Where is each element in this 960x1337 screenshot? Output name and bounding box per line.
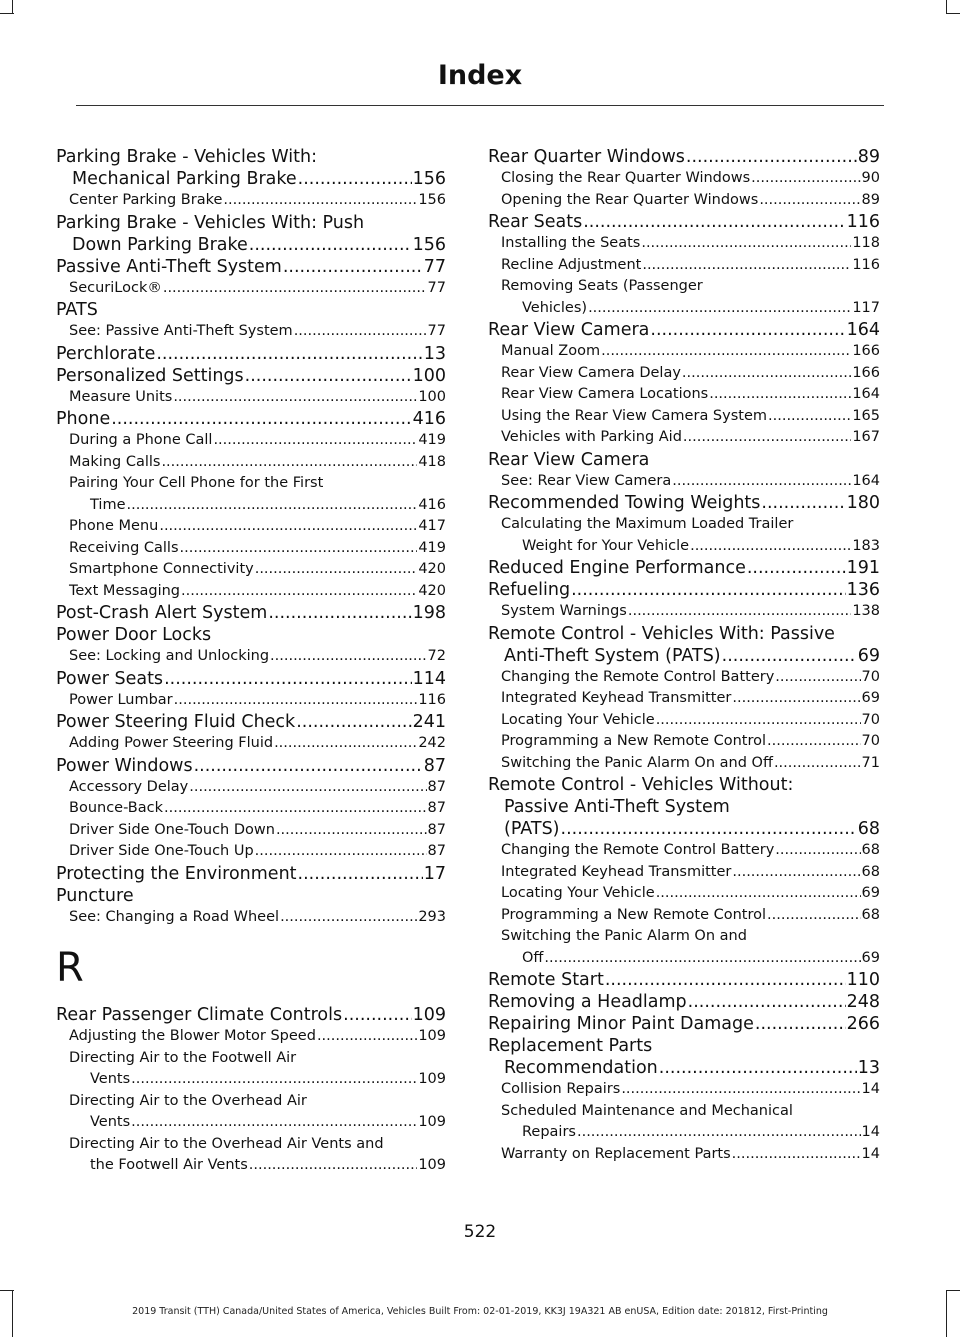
index-entry[interactable]: Remote Control - Vehicles Without: Passive Anti-Theft System (PATS) ..... 68 xyxy=(488,774,880,840)
page-ref: 77 xyxy=(427,323,446,339)
index-subentry[interactable]: Integrated Keyhead Transmitter ..... 68 xyxy=(488,862,880,884)
index-subentry[interactable]: Integrated Keyhead Transmitter ..... 69 xyxy=(488,688,880,710)
index-subentry[interactable]: Programming a New Remote Control ..... 68 xyxy=(488,905,880,927)
entry-link[interactable]: Mechanical Parking Brake ..... 156 xyxy=(56,168,446,190)
entry-title: PATS xyxy=(56,300,98,320)
page-ref: 156 xyxy=(412,169,446,189)
index-entry[interactable] xyxy=(488,557,880,579)
page-ref: 77 xyxy=(423,256,446,277)
page-ref: 180 xyxy=(846,493,880,513)
entry-title: Passive Anti-Theft System xyxy=(56,256,282,277)
page-ref: 71 xyxy=(861,754,880,771)
index-subentry[interactable]: Driver Side One-Touch Down ..... 87 xyxy=(56,820,446,842)
page-ref: 110 xyxy=(846,970,880,990)
leader-dots xyxy=(298,168,412,190)
entry-title: Refueling xyxy=(488,580,571,600)
index-subentry[interactable]: Locating Your Vehicle ..... 70 xyxy=(488,710,880,732)
page-ref: 416 xyxy=(412,409,446,429)
page-ref: 418 xyxy=(418,453,446,470)
index-subentry[interactable]: See: Locking and Unlocking ..... 72 xyxy=(56,646,446,668)
index-subentry[interactable]: Changing the Remote Control Battery ..... 70 xyxy=(488,667,880,689)
index-subentry[interactable]: Pairing Your Cell Phone for the First Time ..... 416 xyxy=(56,473,446,516)
index-subentry[interactable]: During a Phone Call ..... 419 xyxy=(56,430,446,452)
index-subentry[interactable]: Directing Air to the Overhead Air Vents ..... 109 xyxy=(56,1091,446,1134)
page-ref: 90 xyxy=(861,170,880,186)
index-subentry[interactable]: Measure Units ..... 100 xyxy=(56,387,446,409)
index-column-left xyxy=(56,146,446,1177)
page-ref: 70 xyxy=(861,711,880,728)
page-ref: 69 xyxy=(861,949,880,966)
entry-link[interactable]: Down Parking Brake ..... 156 xyxy=(56,234,446,256)
index-entry xyxy=(56,212,446,256)
entry-title: Parking Brake - Vehicles With: xyxy=(56,147,317,167)
crop-mark xyxy=(0,1290,14,1291)
index-subentry[interactable]: Text Messaging ..... 420 xyxy=(56,581,446,603)
page-ref: 293 xyxy=(418,908,446,925)
page-ref: 68 xyxy=(861,906,880,923)
index-entry[interactable] xyxy=(488,969,880,991)
page-ref: 167 xyxy=(852,429,880,445)
index-entry[interactable] xyxy=(56,1004,446,1026)
page-ref: 14 xyxy=(861,1081,880,1097)
entry-title: Repairing Minor Paint Damage xyxy=(488,1014,754,1034)
page-ref: 69 xyxy=(861,885,880,901)
page-ref: 116 xyxy=(852,256,880,273)
page-ref: 14 xyxy=(861,1124,880,1140)
index-subentry[interactable]: Rear View Camera Locations ..... 164 xyxy=(488,384,880,406)
page-ref: 165 xyxy=(852,407,880,424)
index-entry[interactable] xyxy=(488,211,880,233)
page-ref: 109 xyxy=(418,1157,446,1173)
index-subentry[interactable]: Scheduled Maintenance and Mechanical Repairs ..... 14 xyxy=(488,1101,880,1144)
index-subentry[interactable]: Adjusting the Blower Motor Speed ..... 109 xyxy=(56,1026,446,1048)
entry-title: Protecting the Environment xyxy=(56,863,297,884)
index-entry xyxy=(56,299,446,321)
page-ref: 13 xyxy=(423,343,446,364)
entry-title: Reduced Engine Performance xyxy=(488,558,746,578)
page-ref: 68 xyxy=(861,842,880,858)
entry-title: Personalized Settings xyxy=(56,365,244,386)
crop-mark xyxy=(946,0,947,14)
index-subentry[interactable]: Programming a New Remote Control ..... 70 xyxy=(488,731,880,753)
entry-title: Rear View Camera xyxy=(488,320,650,340)
page-ref: 241 xyxy=(412,712,446,732)
page-ref: 183 xyxy=(852,537,880,554)
page-ref: 156 xyxy=(418,192,446,208)
entry-title: Rear Quarter Windows xyxy=(488,147,685,167)
page-ref: 70 xyxy=(861,668,880,685)
page-ref: 100 xyxy=(418,388,446,405)
index-subentry[interactable]: Adding Power Steering Fluid ..... 242 xyxy=(56,733,446,755)
page-ref: 266 xyxy=(846,1014,880,1034)
footer-text: 2019 Transit (TTH) Canada/United States of America, Vehicles Built From: 02-01-2019, KK3J 19A321 AB enUSA, Edition date: 201812, First-Printing xyxy=(132,1306,828,1317)
page-ref: 242 xyxy=(418,735,446,751)
index-entry[interactable] xyxy=(488,579,880,601)
index-entry[interactable] xyxy=(488,1013,880,1035)
page-ref: 164 xyxy=(846,320,880,340)
entry-title: Remote Control - Vehicles Without: xyxy=(488,775,794,795)
index-subentry[interactable]: Switching the Panic Alarm On and Off ..... 71 xyxy=(488,753,880,775)
index-entry[interactable] xyxy=(488,146,880,168)
index-entry[interactable] xyxy=(56,711,446,733)
page-ref: 116 xyxy=(846,212,880,232)
page-ref: 69 xyxy=(857,645,880,666)
index-subentry[interactable]: Using the Rear View Camera System ..... 165 xyxy=(488,406,880,428)
index-subentry[interactable]: Manual Zoom ..... 166 xyxy=(488,341,880,363)
page-ref: 68 xyxy=(861,863,880,880)
page-ref: 248 xyxy=(846,992,880,1012)
entry-title: Removing a Headlamp xyxy=(488,992,687,1012)
page-ref: 116 xyxy=(418,691,446,708)
index-subentry[interactable]: Vehicles with Parking Aid ..... 167 xyxy=(488,427,880,449)
page-ref: 14 xyxy=(861,1145,880,1162)
entry-title: Power Door Locks xyxy=(56,625,212,645)
page-ref: 89 xyxy=(861,191,880,208)
index-entry[interactable] xyxy=(56,668,446,690)
index-subentry[interactable]: Closing the Rear Quarter Windows ..... 90 xyxy=(488,168,880,190)
page-ref: 89 xyxy=(857,147,880,167)
index-subentry[interactable]: Switching the Panic Alarm On and Off ..... 69 xyxy=(488,926,880,969)
index-subentry[interactable]: Directing Air to the Overhead Air Vents and the Footwell Air Vents ..... 109 xyxy=(56,1134,446,1177)
index-subentry[interactable]: Removing Seats (Passenger Vehicles) ..... 117 xyxy=(488,276,880,319)
page-ref: 191 xyxy=(846,558,880,578)
page-ref: 87 xyxy=(427,800,446,816)
page-number: 522 xyxy=(463,1222,497,1242)
page-ref: 17 xyxy=(423,863,446,884)
index-subentry[interactable]: See: Changing a Road Wheel ..... 293 xyxy=(56,907,446,929)
page-ref: 136 xyxy=(846,580,880,600)
page-ref: 420 xyxy=(418,582,446,599)
index-subentry[interactable]: Smartphone Connectivity ..... 420 xyxy=(56,559,446,581)
entry-title: Perchlorate xyxy=(56,343,156,364)
page-ref: 68 xyxy=(857,819,880,839)
page-ref: 13 xyxy=(857,1058,880,1078)
index-column-right xyxy=(488,146,880,1165)
page-title: Index xyxy=(437,60,523,91)
index-entry[interactable]: Remote Control - Vehicles With: Passive Anti-Theft System (PATS) ..... 69 xyxy=(488,623,880,667)
index-subentry[interactable]: Bounce-Back ..... 87 xyxy=(56,798,446,820)
entry-title: Power Seats xyxy=(56,668,164,689)
index-subentry[interactable]: SecuriLock® ..... 77 xyxy=(56,278,446,300)
page-ref: 166 xyxy=(852,343,880,359)
index-entry[interactable] xyxy=(56,256,446,278)
index-subentry[interactable]: Making Calls ..... 418 xyxy=(56,452,446,474)
index-entry xyxy=(56,885,446,907)
index-entry[interactable] xyxy=(56,602,446,624)
page-ref: 138 xyxy=(852,603,880,619)
entry-title: Power Windows xyxy=(56,755,193,776)
index-entry[interactable] xyxy=(488,991,880,1013)
index-subentry[interactable]: System Warnings ..... 138 xyxy=(488,601,880,623)
index-subentry[interactable]: Locating Your Vehicle ..... 69 xyxy=(488,883,880,905)
entry-title: Phone xyxy=(56,409,111,429)
page-ref: 87 xyxy=(427,821,446,838)
page-ref: 72 xyxy=(427,648,446,664)
page-ref: 70 xyxy=(861,733,880,749)
index-subentry[interactable]: Collision Repairs ..... 14 xyxy=(488,1079,880,1101)
index-entry[interactable] xyxy=(488,319,880,341)
entry-title: Power Steering Fluid Check xyxy=(56,712,296,732)
page-ref: 87 xyxy=(427,778,446,795)
page-ref: 100 xyxy=(412,365,446,386)
index-entry xyxy=(56,624,446,646)
index-subentry[interactable]: Driver Side One-Touch Up ..... 87 xyxy=(56,841,446,863)
entry-title: Remote Start xyxy=(488,970,604,990)
index-subentry[interactable]: Installing the Seats ..... 118 xyxy=(488,233,880,255)
page-ref: 416 xyxy=(418,496,446,513)
index-subentry[interactable]: Accessory Delay ..... 87 xyxy=(56,777,446,799)
index-entry xyxy=(56,146,446,190)
entry-title: Rear View Camera xyxy=(488,449,650,470)
entry-title: Recommended Towing Weights xyxy=(488,493,761,513)
index-subentry[interactable]: Phone Menu ..... 417 xyxy=(56,516,446,538)
page-ref: 166 xyxy=(852,364,880,381)
page-ref: 164 xyxy=(852,386,880,402)
entry-title: Rear Passenger Climate Controls xyxy=(56,1005,343,1025)
page-ref: 77 xyxy=(427,279,446,296)
index-subentry[interactable]: Recline Adjustment ..... 116 xyxy=(488,255,880,277)
index-subentry[interactable]: Rear View Camera Delay ..... 166 xyxy=(488,363,880,385)
page-ref: 419 xyxy=(418,539,446,556)
page-ref: 109 xyxy=(418,1071,446,1087)
page-ref: 419 xyxy=(418,432,446,448)
entry-title: Post-Crash Alert System xyxy=(56,603,268,623)
index-entry[interactable] xyxy=(56,365,446,387)
section-letter: R xyxy=(56,945,84,991)
index-subentry[interactable]: See: Passive Anti-Theft System ..... 77 xyxy=(56,321,446,343)
index-entry[interactable] xyxy=(56,755,446,777)
entry-title: Parking Brake - Vehicles With: Push xyxy=(56,212,365,233)
entry-title: Remote Control - Vehicles With: Passive xyxy=(488,623,835,644)
page-ref: 198 xyxy=(412,603,446,623)
page-ref: 117 xyxy=(852,299,880,316)
page-ref: 87 xyxy=(427,843,446,859)
page-ref: 109 xyxy=(412,1005,446,1025)
header-divider xyxy=(76,105,884,106)
index-subentry[interactable]: Warranty on Replacement Parts ..... 14 xyxy=(488,1144,880,1166)
index-subentry[interactable]: Changing the Remote Control Battery ..... 68 xyxy=(488,840,880,862)
page-ref: 164 xyxy=(852,472,880,489)
entry-title: Puncture xyxy=(56,885,134,906)
index-entry[interactable] xyxy=(56,343,446,365)
index-subentry[interactable]: Directing Air to the Footwell Air Vents ..... 109 xyxy=(56,1048,446,1091)
page-ref: 420 xyxy=(418,561,446,577)
index-entry[interactable] xyxy=(56,863,446,885)
index-subentry[interactable]: Center Parking Brake ..... 156 xyxy=(56,190,446,212)
index-entry[interactable]: Replacement Parts Recommendation ..... 13 xyxy=(488,1035,880,1079)
index-subentry[interactable]: Receiving Calls ..... 419 xyxy=(56,538,446,560)
page-ref: 109 xyxy=(418,1028,446,1044)
index-entry[interactable] xyxy=(488,492,880,514)
page-ref: 109 xyxy=(418,1114,446,1130)
index-entry xyxy=(488,449,880,471)
crop-mark xyxy=(946,13,960,14)
crop-mark xyxy=(946,1290,960,1291)
page-ref: 156 xyxy=(412,234,446,255)
entry-title: Replacement Parts xyxy=(488,1036,653,1056)
crop-mark xyxy=(0,13,14,14)
page-ref: 69 xyxy=(861,690,880,706)
index-subentry[interactable]: Power Lumbar ..... 116 xyxy=(56,690,446,712)
page-ref: 417 xyxy=(418,518,446,534)
page-ref: 87 xyxy=(423,755,446,776)
page-ref: 114 xyxy=(412,668,446,689)
index-subentry[interactable]: Calculating the Maximum Loaded Trailer Weight for Your Vehicle ..... 183 xyxy=(488,514,880,557)
crop-mark xyxy=(12,0,13,14)
index-subentry[interactable]: See: Rear View Camera ..... 164 xyxy=(488,471,880,493)
entry-title: Rear Seats xyxy=(488,212,583,232)
index-subentry[interactable]: Opening the Rear Quarter Windows ..... 89 xyxy=(488,190,880,212)
page-ref: 118 xyxy=(852,235,880,251)
index-entry[interactable] xyxy=(56,408,446,430)
